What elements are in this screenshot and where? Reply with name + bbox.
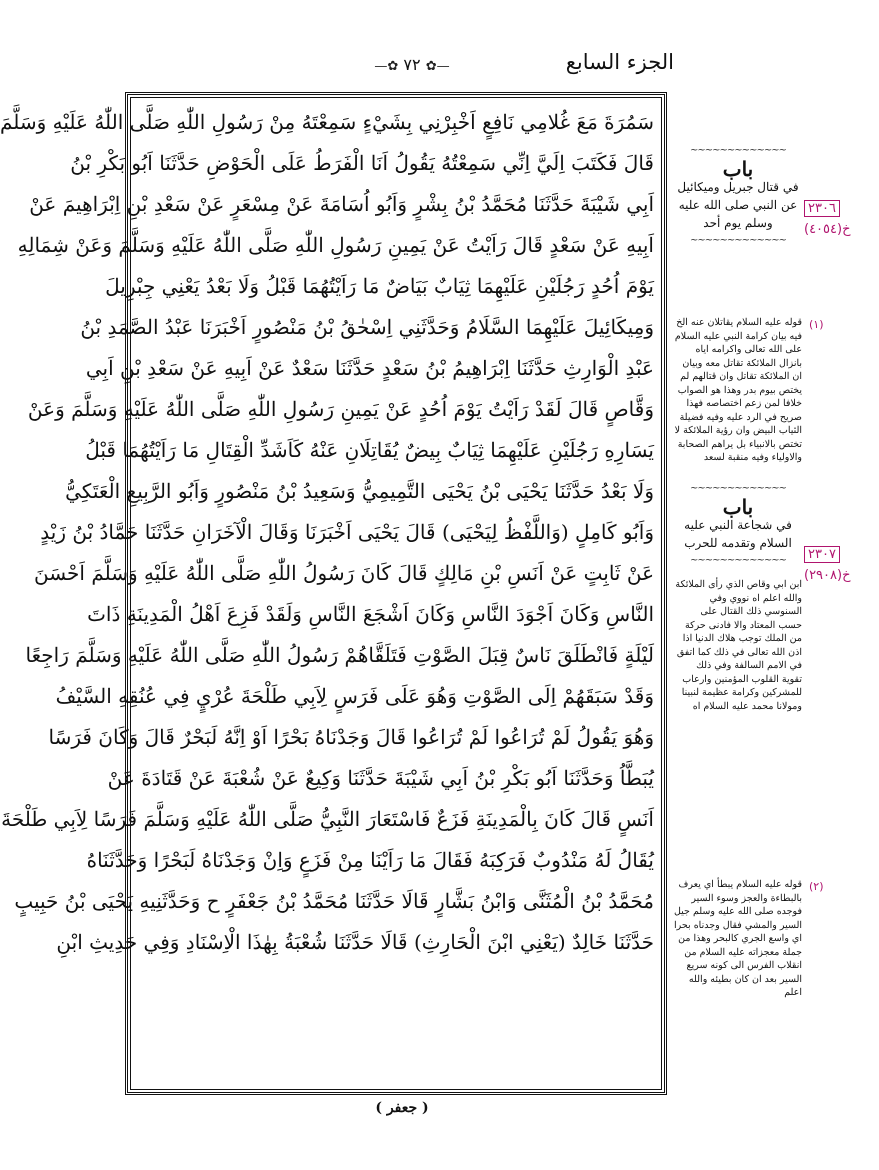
wave-divider-icon: ~~~~~~~~~~~~~: [690, 145, 786, 156]
page-number-value: ٧٢: [403, 55, 421, 74]
note-text: ابن ابي وقاص الذي رأى الملائكة والله اعلم اه نووي وفي السنوسي ذلك القتال على حسب المعتاد والا فادنى حركة من الملك توجب هلاك الدنيا اذا اذن الله تعالى في ذلك كما اتفق في الامم السالفة وفي ذلك تقوية القلوب المؤمنين وارعاب للمشركين وكرامة عظيمة لنبينا ومولانا محمد عليه السلام اه: [675, 579, 802, 712]
text-line: يُقَالُ لَهُ مَنْدُوبٌ فَرَكِبَهُ فَقَالَ مَا رَاَيْنَا مِنْ فَزَعٍ وَاِنْ وَجَدْنَاهُ لَبَحْرًا وَحَدَّثَنَاهُ: [86, 848, 654, 872]
side-note-1: [674, 316, 802, 465]
ornament-right-icon: ✿—: [374, 59, 399, 74]
text-line: عَنْ ثَابِتٍ عَنْ اَنَسِ بْنِ مَالِكٍ قَالَ كَانَ رَسُولُ اللّٰهِ صَلَّى اللّٰهُ عَلَيْهِ وَسَلَّمَ اَحْسَنَ: [33, 561, 654, 585]
text-line: لَيْلَةٍ فَانْطَلَقَ نَاسٌ قِبَلَ الصَّوْتِ فَتَلَقَّاهُمْ رَسُولُ اللّٰهِ صَلَّى اللّٰهُ عَلَيْهِ وَسَلَّمَ رَاجِعًا: [25, 643, 654, 667]
text-line: سَمُرَةَ مَعَ غُلامِي نَافِعٍ اَخْبِرْنِي بِشَيْءٍ سَمِعْتَهُ مِنْ رَسُولِ اللّٰهِ صَلَّى اللّٰهُ عَلَيْهِ وَسَلَّمَ: [0, 110, 654, 134]
side-note-2: [674, 878, 802, 1000]
text-line: وَمِيكَائِيلَ عَلَيْهِمَا السَّلَامُ وَحَدَّثَنِي اِسْحٰقُ بْنُ مَنْصُورٍ اَخْبَرَنَا عَبْدُ الصَّمَدِ بْنُ: [80, 315, 654, 339]
text-line: [140, 1004, 654, 1045]
note-text: قوله عليه السلام يقاتلان عنه الخ فيه بيان كرامة النبي عليه السلام على الله تعالى واكرامه اياه بانزال الملائكة تقاتل معه وبيان ان الملائكة تقاتل وان قتالهم لم يختص بيوم بدر وهذا هو الصواب خلافا لمن زعم اختصاصه فهذا صريح في الرد عليه وفيه فضيلة الثياب البيض وان رؤية الملائكة لا تختص بالانبياء بل يراهم الصحابة والاولياء وفيه منقبة لسعد: [674, 317, 802, 463]
bukhari-ref: خ(٢٩٠٨): [804, 568, 851, 583]
text-line: وَقَّاصٍ قَالَ لَقَدْ رَاَيْتُ يَوْمَ اُحُدٍ عَنْ يَمِينِ رَسُولِ اللّٰهِ صَلَّى اللّٰهُ عَلَيْهِ وَسَلَّمَ وَعَنْ: [27, 397, 654, 421]
note-number: (٢): [809, 880, 824, 893]
chapter-heading: في شجاعة النبي عليه السلام وتقدمه للحرب: [684, 518, 792, 550]
text-line: النَّاسِ وَكَانَ اَجْوَدَ النَّاسِ وَكَانَ اَشْجَعَ النَّاسِ وَلَقَدْ فَزِعَ اَهْلُ الْمَدِينَةِ ذَاتَ: [87, 602, 654, 626]
hadith-number-box: ٢٣٠٧: [804, 546, 840, 563]
text-line: يُبَطَّاُ وَحَدَّثَنَا اَبُو بَكْرِ بْنُ اَبِي شَيْبَةَ حَدَّثَنَا وَكِيعٌ عَنْ شُعْبَةَ عَنْ قَتَادَةَ عَنْ: [107, 766, 654, 790]
text-line: يَسَارِهِ رَجُلَيْنِ عَلَيْهِمَا ثِيَابٌ بِيضٌ يُقَاتِلَانِ عَنْهُ كَاَشَدِّ الْقِتَالِ مَا رَاَيْتُهُمَا قَبْلُ: [85, 438, 654, 462]
catchword: ( جعفر ): [375, 1100, 429, 1116]
wave-divider-icon: ~~~~~~~~~~~~~: [690, 483, 786, 494]
text-line: وَاَبُو كَامِلٍ (وَاللَّفْظُ لِيَحْيَى) قَالَ يَحْيَى اَخْبَرَنَا وَقَالَ الْآخَرَانِ حَدَّثَنَا حَمَّادُ بْنُ زَيْدٍ: [40, 520, 654, 544]
hadith-number-box: ٢٣٠٦: [804, 200, 840, 217]
text-line: اَبِي شَيْبَةَ حَدَّثَنَا مُحَمَّدُ بْنُ بِشْرٍ وَاَبُو اُسَامَةَ عَنْ مِسْعَرٍ عَنْ سَعْدِ بْنِ اِبْرَاهِيمَ عَنْ: [29, 192, 654, 216]
chapter-title: باب: [722, 157, 754, 181]
chapter-heading: في قتال جبريل وميكائيل عن النبي صلى الله عليه وسلم يوم أحد: [677, 180, 799, 230]
page-number: [352, 55, 472, 74]
text-line: حَدَّثَنَا خَالِدٌ (يَعْنِي ابْنَ الْحَارِثِ) قَالَا حَدَّثَنَا شُعْبَةُ بِهٰذَا الْاِسْنَادِ وَفِي حَدِيثِ ابْنِ: [56, 930, 654, 954]
text-line: اَنَسٍ قَالَ كَانَ بِالْمَدِينَةِ فَزَعٌ فَاسْتَعَارَ النَّبِيُّ صَلَّى اللّٰهُ عَلَيْهِ وَسَلَّمَ فَرَسًا لِاَبِي طَلْحَةَ: [1, 807, 654, 831]
text-line: مُحَمَّدُ بْنُ الْمُثَنَّى وَابْنُ بَشَّارٍ قَالَا حَدَّثَنَا مُحَمَّدُ بْنُ جَعْفَرٍ ح وَحَدَّثَنِيهِ يَحْيَى بْنُ حَبِيبٍ: [14, 889, 654, 913]
ornament-left-icon: —✿: [425, 59, 450, 74]
side-chapter-2: [674, 480, 802, 570]
text-line: [140, 1045, 654, 1086]
text-line: [140, 963, 654, 1004]
text-line: اَبِيهِ عَنْ سَعْدٍ قَالَ رَاَيْتُ عَنْ يَمِينِ رَسُولِ اللّٰهِ صَلَّى اللّٰهُ عَلَيْهِ وَسَلَّمَ وَعَنْ شِمَالِهِ: [17, 233, 654, 257]
bukhari-ref: خ(٤٠٥٤): [804, 222, 851, 237]
side-chapter-1: [674, 142, 802, 250]
side-note-1-continued: [674, 578, 802, 713]
wave-divider-icon: ~~~~~~~~~~~~~: [690, 555, 786, 566]
text-line: قَالَ فَكَتَبَ اِلَيَّ اِنِّي سَمِعْتُهُ يَقُولُ اَنَا الْفَرَطُ عَلَى الْحَوْضِ حَدَّثَنَا اَبُو بَكْرِ بْنُ: [70, 151, 654, 175]
note-number: (١): [809, 318, 824, 331]
text-line: وَقَدْ سَبَقَهُمْ اِلَى الصَّوْتِ وَهُوَ عَلَى فَرَسٍ لِاَبِي طَلْحَةَ عُرْيٍ فِي عُنُقِهِ السَّيْفُ: [55, 684, 654, 708]
text-line: وَلَا بَعْدُ حَدَّثَنَا يَحْيَى بْنُ يَحْيَى التَّمِيمِيُّ وَسَعِيدُ بْنُ مَنْصُورٍ وَاَبُو الرَّبِيعِ الْعَتَكِيُّ: [65, 479, 654, 503]
note-text: قوله عليه السلام يبطأ اي يعرف بالبطاءة والعجز وسوء السير فوجده صلى الله عليه وسلم جيل السير والمشي فقال وجدناه بحرا اي واسع الجري كالبحر وهذا من جملة معجزاته عليه السلام من انقلاب الفرس الى كونه سريع السير بعد ان كان بطيئه والله اعلم: [673, 879, 802, 998]
text-line: وَهُوَ يَقُولُ لَمْ تُرَاعُوا لَمْ تُرَاعُوا قَالَ وَجَدْنَاهُ بَحْرًا اَوْ اِنَّهُ لَبَحْرٌ قَالَ وَكَانَ فَرَسًا: [48, 725, 654, 749]
volume-title: الجزء السابع: [565, 50, 674, 74]
text-line: عَبْدِ الْوَارِثِ حَدَّثَنَا اِبْرَاهِيمُ بْنُ سَعْدٍ حَدَّثَنَا سَعْدٌ عَنْ اَبِيهِ عَنْ سَعْدِ بْنِ اَبِي: [85, 356, 654, 380]
wave-divider-icon: ~~~~~~~~~~~~~: [690, 235, 786, 246]
text-line: يَوْمَ اُحُدٍ رَجُلَيْنِ عَلَيْهِمَا ثِيَابٌ بَيَاضٌ مَا رَاَيْتُهُمَا قَبْلُ وَلَا بَعْدُ يَعْنِي جِبْرِيلَ: [105, 274, 654, 298]
main-text: [0, 102, 654, 1087]
chapter-title: باب: [722, 495, 754, 519]
